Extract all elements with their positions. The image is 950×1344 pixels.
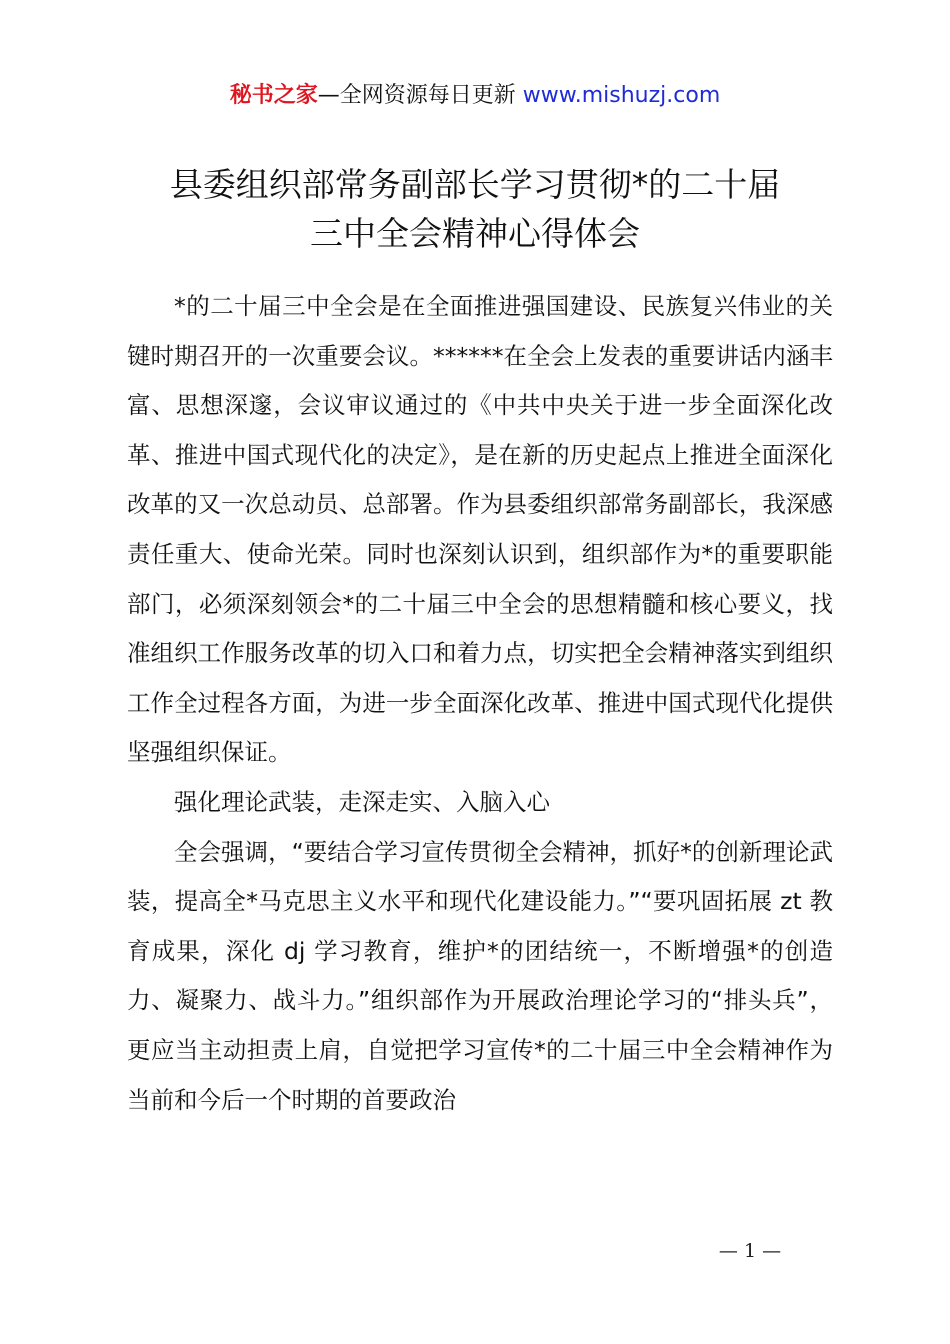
body-paragraph-section-1: 全会强调，“要结合学习宣传贯彻全会精神，抓好*的创新理论武装，提高全*马克思主义水平和现代化建设能力。”“要巩固拓展 zt 教育成果，深化 dj 学习教育，维护*的团结统一，不断增强*的创造力、凝聚力、战斗力。”组织部作为开展政治理论学习的“排头兵”，更应当主动担责上肩，自觉把学习宣传*的二十届三中全会精神作为当前和今后一个时期的首要政治	[127, 837, 833, 1114]
body-paragraph-intro: *的二十届三中全会是在全面推进强国建设、民族复兴伟业的关键时期召开的一次重要会议。******在全会上发表的重要讲话内涵丰富、思想深邃，会议审议通过的《中共中央关于进一步全面深化改革、推进中国式现代化的决定》，是在新的历史起点上推进全面深化改革的又一次总动员、总部署。作为县委组织部常务副部长，我深感责任重大、使命光荣。同时也深刻认识到，组织部作为*的重要职能部门，必须深刻领会*的二十届三中全会的思想精髓和核心要义，找准组织工作服务改革的切入口和着力点，切实把全会精神落实到组织工作全过程各方面，为进一步全面深化改革、推进中国式现代化提供坚强组织保证。	[127, 292, 833, 767]
site-brand-name: 秘书之家	[229, 83, 318, 108]
site-header-banner	[0, 80, 950, 112]
site-tagline: —全网资源每日更新	[317, 83, 523, 108]
document-body	[127, 282, 833, 1125]
section-heading: 强化理论武装，走深走实、入脑入心	[174, 787, 550, 816]
document-title-line-1: 县委组织部常务副部长学习贯彻*的二十届	[169, 165, 781, 204]
document-title	[0, 160, 950, 258]
page-number: — 1 —	[718, 1240, 782, 1262]
document-title-line-2: 三中全会精神心得体会	[310, 214, 640, 253]
site-url-link[interactable]: www.mishuzj.com	[522, 83, 721, 108]
